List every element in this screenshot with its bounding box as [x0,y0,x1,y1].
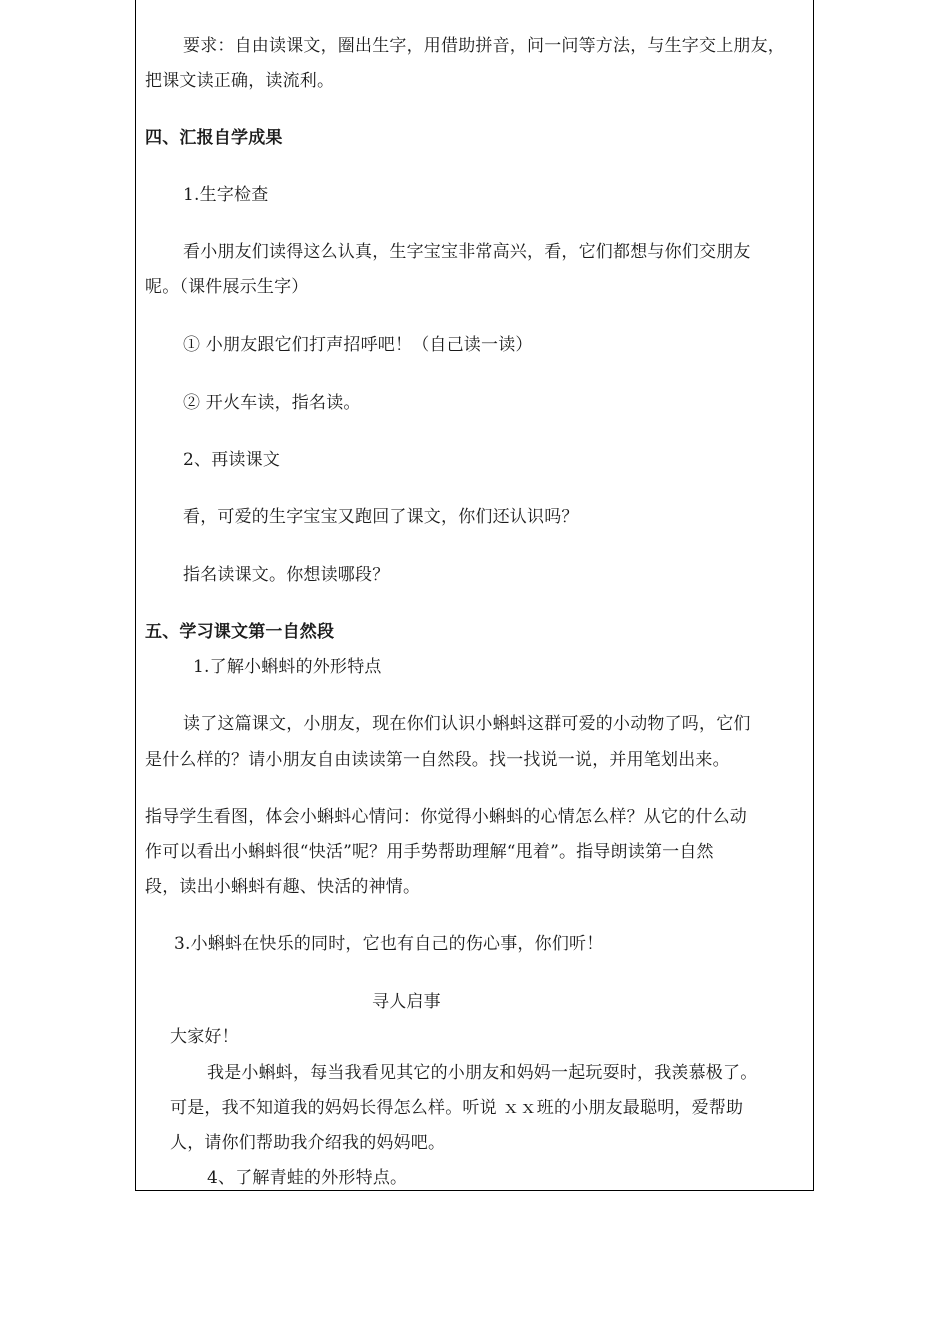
requirement-line-1: 要求：自由读课文，圈出生字，用借助拼音，问一问等方法，与生字交上朋友， [183,36,785,56]
paragraph-line: 看，可爱的生字宝宝又跑回了课文，你们还认识吗？ [183,507,579,527]
paragraph-line: 指名读课文。你想读哪段？ [183,565,390,585]
notice-greeting: 大家好！ [170,1027,239,1047]
paragraph-line: 呢。（课件展示生字） [145,277,309,297]
subheading-character-check: 1.生字检查 [183,185,269,205]
paragraph-line: 读了这篇课文，小朋友，现在你们认识小蝌蚪这群可爱的小动物了吗，它们 [183,714,751,734]
subheading-tadpole-features: 1.了解小蝌蚪的外形特点 [193,657,382,677]
list-item-2: ② 开火车读，指名读。 [183,393,361,413]
notice-title: 寻人启事 [372,992,441,1012]
subheading-frog-features: 4、了解青蛙的外形特点。 [207,1168,408,1188]
notice-body-line: 人，请你们帮助我介绍我的妈妈吧。 [170,1133,446,1153]
requirement-line-2: 把课文读正确，读流利。 [145,71,335,91]
subheading-sad-story: 3.小蝌蚪在快乐的同时，它也有自己的伤心事，你们听！ [174,934,604,954]
list-item-1: ① 小朋友跟它们打声招呼吧！（自己读一读） [183,335,533,355]
notice-body-line: 可是，我不知道我的妈妈长得怎么样。听说 ｘｘ班的小朋友最聪明，爱帮助 [170,1098,744,1118]
paragraph-line: 段，读出小蝌蚪有趣、快活的神情。 [145,877,421,897]
notice-body-line: 我是小蝌蚪，每当我看见其它的小朋友和妈妈一起玩耍时，我羡慕极了。 [207,1063,758,1083]
paragraph-line: 看小朋友们读得这么认真，生字宝宝非常高兴，看，它们都想与你们交朋友 [183,242,751,262]
section-heading-5: 五、学习课文第一自然段 [145,622,335,642]
document-frame [135,0,814,1191]
paragraph-line: 是什么样的？请小朋友自由读读第一自然段。找一找说一说，并用笔划出来。 [145,750,730,770]
paragraph-line: 指导学生看图，体会小蝌蚪心情问：你觉得小蝌蚪的心情怎么样？从它的什么动 [145,807,747,827]
subheading-reread: 2、再读课文 [183,450,281,470]
paragraph-line: 作可以看出小蝌蚪很“快活”呢？用手势帮助理解“甩着”。指导朗读第一自然 [145,842,714,862]
section-heading-4: 四、汇报自学成果 [145,128,283,148]
